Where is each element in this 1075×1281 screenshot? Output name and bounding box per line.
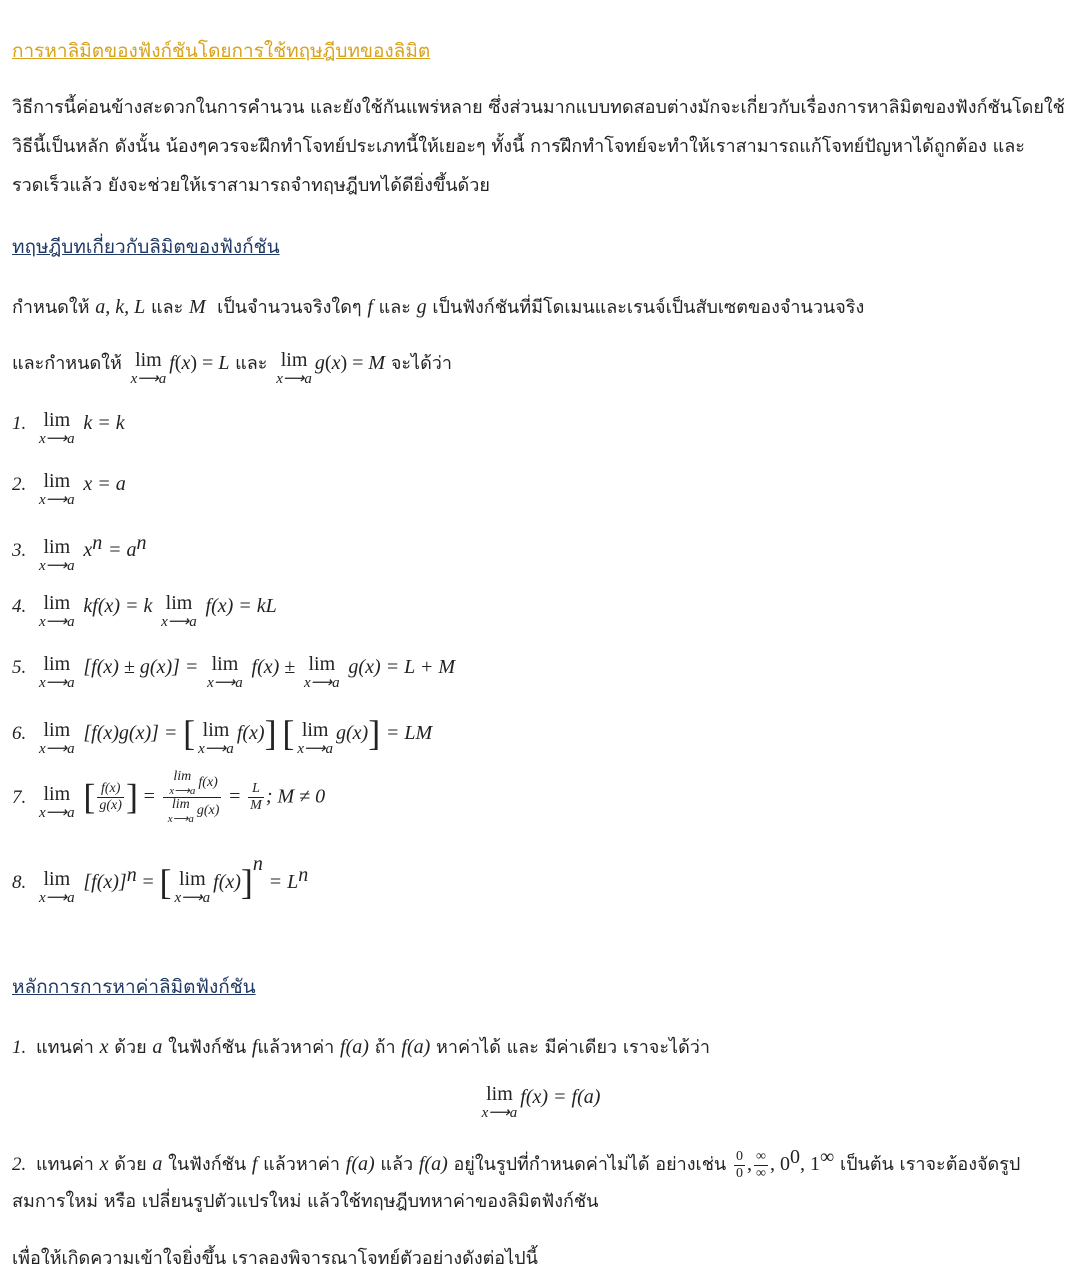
limit-operator: lim x⟶a xyxy=(130,349,167,387)
principle-2: 2. แทนค่า x ด้วย a ในฟังก์ชัน f แล้วหาค่า f(a) แล้ว f(a) อยู่ในรูปที่กำหนดค่าไม่ได้ อย่างเช่น $\frac{0}{0}$ , $\frac{\infty}{\infty}$ , $0^0$, 1∞ เป็นต้น เราจะต้องจัดรูป xyxy=(12,1146,1021,1181)
theorem-7: 7. lim x⟶a [ $\frac{f(x)}{g(x)}$ ] = lim x⟶a f(x) lim x⟶a g(x) = $\frac{L}{M}$ ; M ≠ 0 xyxy=(12,769,326,825)
theorem-5: 5. lim x⟶a [f(x) ± g(x)] = lim x⟶a f(x) ± lim x⟶a g(x) = L + M xyxy=(12,653,456,691)
given-line-1: กำหนดให้ a, k, L และ M เป็นจำนวนจริงใดๆ f และ g เป็นฟังก์ชันที่มีโดเมนและเรนจ์เป็นสับเซตของจำนวนจริง xyxy=(12,296,865,318)
limit-operator: lim x⟶a xyxy=(276,349,312,387)
theorems-heading: ทฤษฎีบทเกี่ยวกับลิมิตของฟังก์ชัน xyxy=(12,236,280,258)
theorem-3: 3. lim x⟶a $x^n = a^n$ xyxy=(12,532,147,574)
theorem-4: 4. lim x⟶a kf(x) = k lim x⟶a f(x) = kL xyxy=(12,592,277,630)
intro-paragraph: วิธีการนี้ค่อนข้างสะดวกในการคำนวน และยังใช้กันแพร่หลาย ซึ่งส่วนมากแบบทดสอบต่างมักจะเกี่ยวกับเรื่องการหาลิมิตของฟังก์ชันโดยใช้วิธีนี้เป็นหลัก ดังนั้น น้องๆควรจะฝึกทำโจทย์ประเภทนี้ให้เยอะๆ ทั้งนี้ การฝึกทำโจทย์จะทำให้เราสามารถแก้โจทย์ปัญหาได้ถูกต้อง และรวดเร็วแล้ว ยังจะช่วยให้เราสามารถจำทฤษฎีบทได้ดียิ่งขึ้นด้วย xyxy=(12,97,1065,196)
principle-1-result: lim x⟶a f(x) = f(a) xyxy=(481,1083,601,1121)
principle-1: 1. แทนค่า x ด้วย a ในฟังก์ชัน fแล้วหาค่า f(a) ถ้า f(a) หาค่าได้ และ มีค่าเดียว เราจะได้ว่า xyxy=(12,1036,710,1058)
theorem-6: 6. lim x⟶a [f(x)g(x)] = [ lim x⟶a f(x)] [ lim x⟶a g(x)] = LM xyxy=(12,713,433,757)
given-line-2: และกำหนดให้ lim x⟶a f(x) = L และ lim x⟶a g(x) = M จะได้ว่า xyxy=(12,349,452,387)
principle-2-line-2: สมการใหม่ หรือ เปลี่ยนรูปตัวแปรใหม่ แล้วใช้ทฤษฎีบทหาค่าของลิมิตฟังก์ชัน xyxy=(12,1191,599,1212)
theorem-1: 1. lim x⟶a k = k xyxy=(12,409,125,447)
theorem-2: 2. lim x⟶a x = a xyxy=(12,470,126,508)
principles-heading: หลักการการหาค่าลิมิตฟังก์ชัน xyxy=(12,976,256,998)
main-heading: การหาลิมิตของฟังก์ชันโดยการใช้ทฤษฎีบทของลิมิต xyxy=(12,40,431,62)
closing-text: เพื่อให้เกิดความเข้าใจยิ่งขึ้น เราลองพิจารณาโจทย์ตัวอย่างดังต่อไปนี้ xyxy=(12,1248,538,1269)
theorem-8: 8. lim x⟶a $[f(x)]^n$ = [ lim x⟶a $f(x)]^n = L^n$ xyxy=(12,853,309,906)
